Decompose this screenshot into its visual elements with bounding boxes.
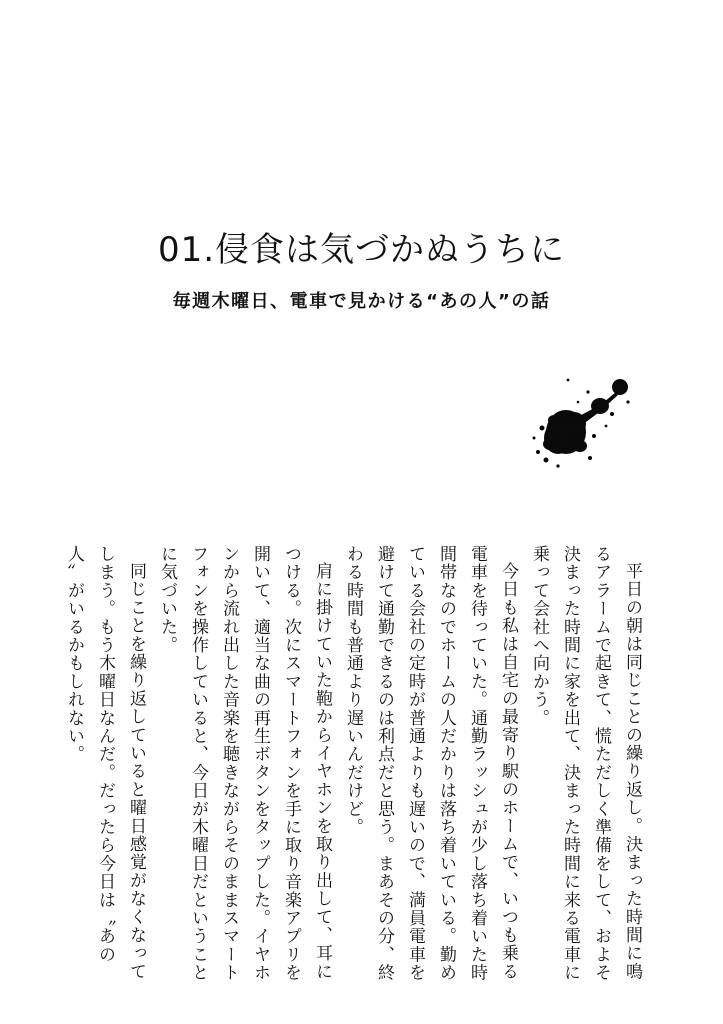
paragraph: 同じことを繰り返していると曜日感覚がなくなってしまう。もう木曜日なんだ。だったら今日は〝あの人〟がいるかもしれない。 xyxy=(64,545,146,981)
paragraph: 今日も私は自宅の最寄り駅のホームで、いつも乗る電車を待っていた。通勤ラッシュが少し落ち着いた時間帯なのでホームの人だかりは落ち着いている。勤めている会社の定時が普通よりも遅いので、満員電車を避けて通勤できるのは利点だと思う。まあその分、終わる時間も普通より遅いんだけど。 xyxy=(343,545,518,982)
chapter-title: 01.侵食は気づかぬうちに xyxy=(157,230,566,270)
ink-blot-icon xyxy=(528,372,638,472)
paragraph: 平日の朝は同じことの繰り返し。決まった時間に鳴るアラームで起きて、慌ただしく準備をして、およそ決まった時間に家を出て、決まった時間に来る電車に乗って会社へ向かう。 xyxy=(529,545,642,982)
paragraph: 肩に掛けていた鞄からイヤホンを取り出して、耳につける。次にスマートフォンを手に取り音楽アプリを開いて、適当な曲の再生ボタンをタップした。イヤホンから流れ出した音楽を聴きながらそのままスマートフォンを操作していると、今日が木曜日だということに気づいた。 xyxy=(157,545,332,982)
chapter-subtitle: 毎週木曜日、電車で見かける“あの人”の話 xyxy=(172,291,551,312)
body-text xyxy=(64,545,647,985)
